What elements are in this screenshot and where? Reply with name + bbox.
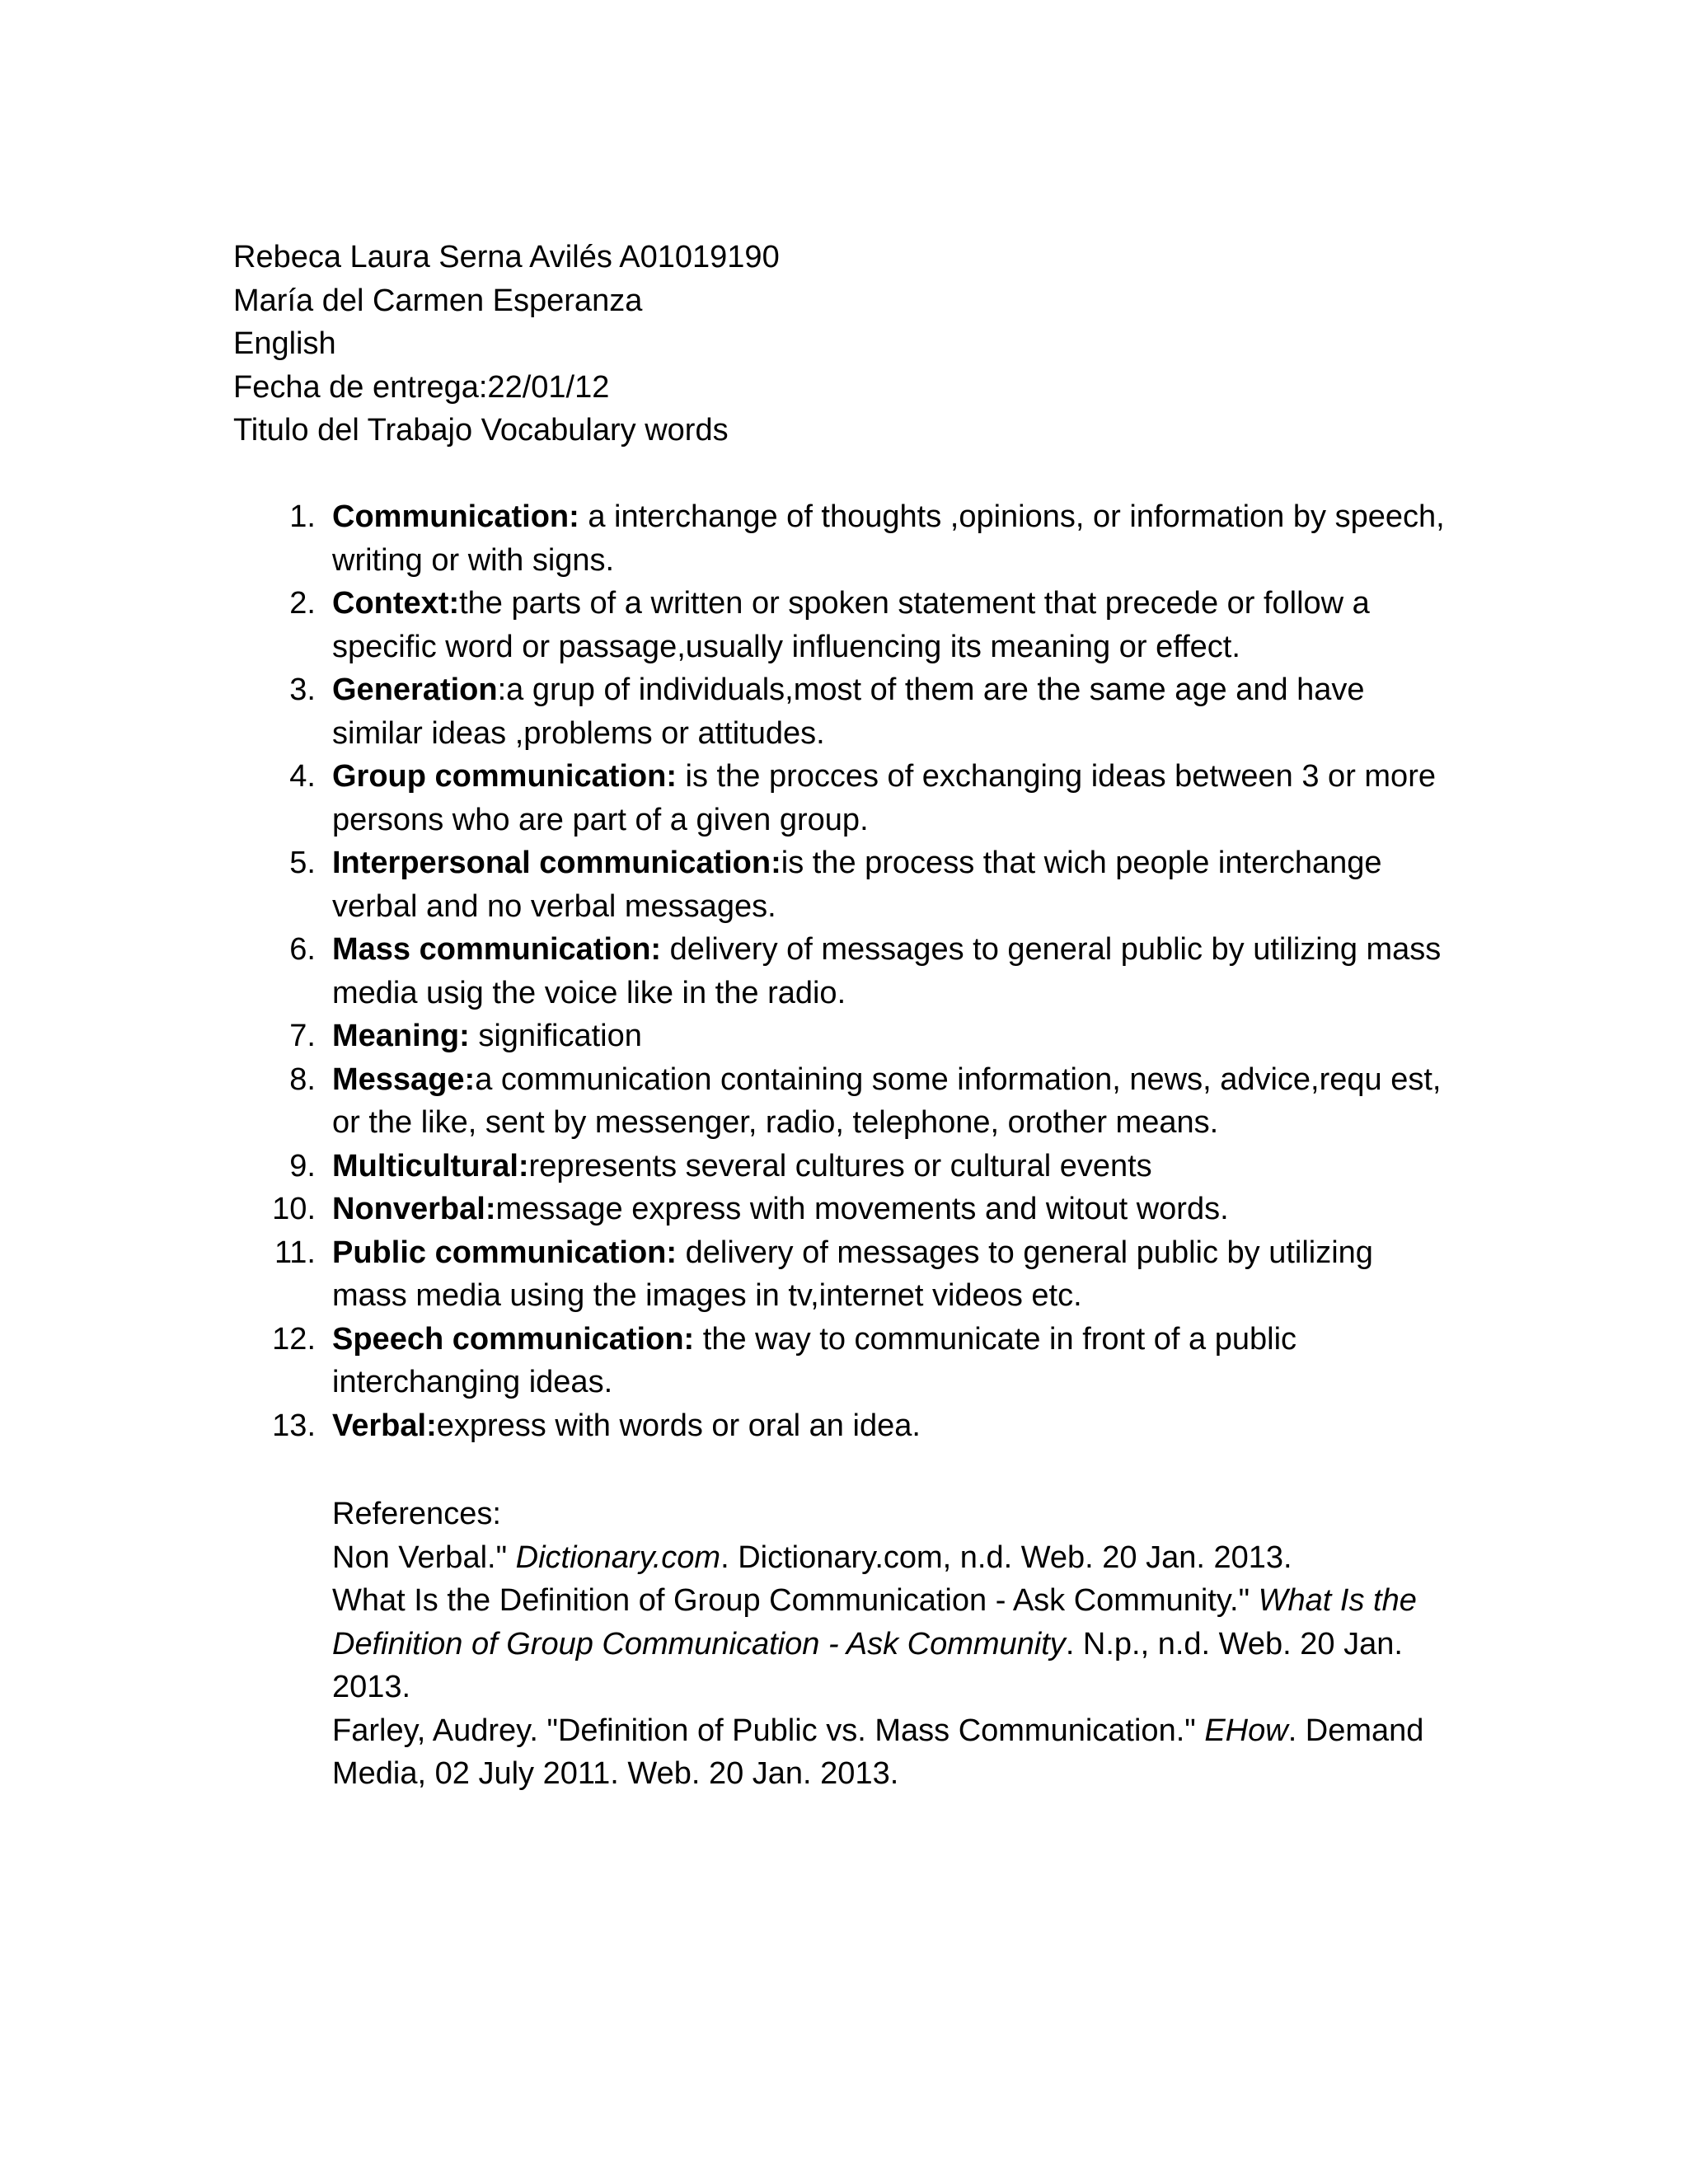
vocab-definition: signification — [469, 1019, 642, 1053]
reference-entry — [332, 1579, 1470, 1709]
list-item — [233, 668, 1453, 755]
vocab-term: Multicultural: — [332, 1148, 529, 1183]
list-item — [233, 755, 1453, 841]
vocab-definition: message express with movements and witout words. — [495, 1192, 1229, 1226]
reference-source-title: EHow — [1204, 1713, 1288, 1748]
reference-entry — [332, 1536, 1470, 1580]
list-item — [233, 1145, 1453, 1188]
list-item-number: 6. — [289, 932, 316, 967]
assignment-title: Titulo del Trabajo Vocabulary words — [233, 413, 729, 448]
list-item — [233, 928, 1453, 1015]
references-heading: References: — [332, 1497, 501, 1531]
vocab-term: Group communication: — [332, 759, 677, 794]
student-name: Rebeca Laura Serna Avilés A01019190 — [233, 240, 780, 274]
reference-source-title: Dictionary.com — [515, 1540, 721, 1575]
vocab-term: Message: — [332, 1062, 476, 1097]
reference-text: . N.p., n.d. Web. 20 Jan. 2013. — [332, 1626, 1403, 1704]
vocab-definition: is the procces of exchanging ideas between 3 or more persons who are part of a given group. — [332, 759, 1436, 837]
vocab-definition: the way to communicate in front of a public interchanging ideas. — [332, 1321, 1297, 1399]
list-item — [233, 1188, 1453, 1231]
reference-text: . Dictionary.com, n.d. Web. 20 Jan. 2013. — [720, 1540, 1292, 1575]
references-section — [332, 1493, 1470, 1796]
vocab-term: Meaning: — [332, 1019, 470, 1053]
course-name: English — [233, 326, 336, 361]
vocab-definition: delivery of messages to general public by utilizing mass media using the images in tv,internet videos etc. — [332, 1235, 1373, 1313]
vocab-definition: a communication containing some information, news, advice,requ est, or the like, sent by messenger, radio, telephone, orother means. — [332, 1062, 1442, 1140]
reference-entry — [332, 1709, 1470, 1796]
list-item — [233, 1404, 1453, 1448]
list-item-number: 12. — [272, 1321, 316, 1357]
list-item — [233, 1231, 1453, 1318]
vocab-definition: a interchange of thoughts ,opinions, or information by speech, writing or with signs. — [332, 499, 1445, 578]
list-item — [233, 582, 1453, 668]
vocab-definition: is the process that wich people interchange verbal and no verbal messages. — [332, 846, 1382, 924]
vocab-term: Generation — [332, 673, 498, 707]
reference-source-title: What Is the Definition of Group Communication - Ask Community — [332, 1583, 1417, 1661]
list-item-number: 10. — [272, 1192, 316, 1226]
list-item — [233, 1015, 1453, 1058]
list-item — [233, 495, 1453, 582]
list-item-number: 1. — [289, 499, 316, 534]
vocab-definition: represents several cultures or cultural events — [528, 1148, 1152, 1183]
vocab-term: Speech communication: — [332, 1321, 695, 1357]
reference-text: . Demand Media, 02 July 2011. Web. 20 Jan. 2013. — [332, 1713, 1424, 1791]
list-item-number: 9. — [289, 1148, 316, 1183]
vocab-definition: delivery of messages to general public by utilizing mass media usig the voice like in the radio. — [332, 932, 1442, 1010]
document-header — [233, 236, 1470, 452]
due-date: Fecha de entrega:22/01/12 — [233, 369, 610, 405]
list-item-number: 13. — [272, 1408, 316, 1443]
list-item-number: 8. — [289, 1062, 316, 1097]
list-item-number: 5. — [289, 846, 316, 880]
reference-text: Non Verbal." — [332, 1540, 516, 1575]
vocab-definition: :a grup of individuals,most of them are the same age and have similar ideas ,problems or attitudes. — [332, 673, 1365, 751]
reference-text: Farley, Audrey. "Definition of Public vs. Mass Communication." — [332, 1713, 1205, 1748]
vocabulary-list — [233, 495, 1453, 1447]
vocab-term: Communication: — [332, 499, 579, 534]
vocab-definition: the parts of a written or spoken statement that precede or follow a specific word or passage,usually influencing its meaning or effect. — [332, 586, 1370, 664]
vocab-term: Verbal: — [332, 1408, 437, 1443]
list-item-number: 11. — [274, 1235, 316, 1270]
list-item-number: 3. — [289, 673, 316, 707]
teacher-name: María del Carmen Esperanza — [233, 283, 643, 318]
reference-text: What Is the Definition of Group Communication - Ask Community." — [332, 1583, 1259, 1618]
vocab-term: Context: — [332, 586, 460, 621]
list-item — [233, 841, 1453, 928]
list-item-number: 4. — [289, 759, 316, 794]
list-item-number: 7. — [289, 1019, 316, 1053]
list-item-number: 2. — [289, 586, 316, 621]
list-item — [233, 1058, 1453, 1145]
vocab-definition: express with words or oral an idea. — [436, 1408, 921, 1443]
vocab-term: Mass communication: — [332, 932, 662, 967]
vocab-term: Nonverbal: — [332, 1192, 496, 1226]
list-item — [233, 1318, 1453, 1404]
vocab-term: Interpersonal communication: — [332, 846, 781, 880]
vocab-term: Public communication: — [332, 1235, 678, 1270]
